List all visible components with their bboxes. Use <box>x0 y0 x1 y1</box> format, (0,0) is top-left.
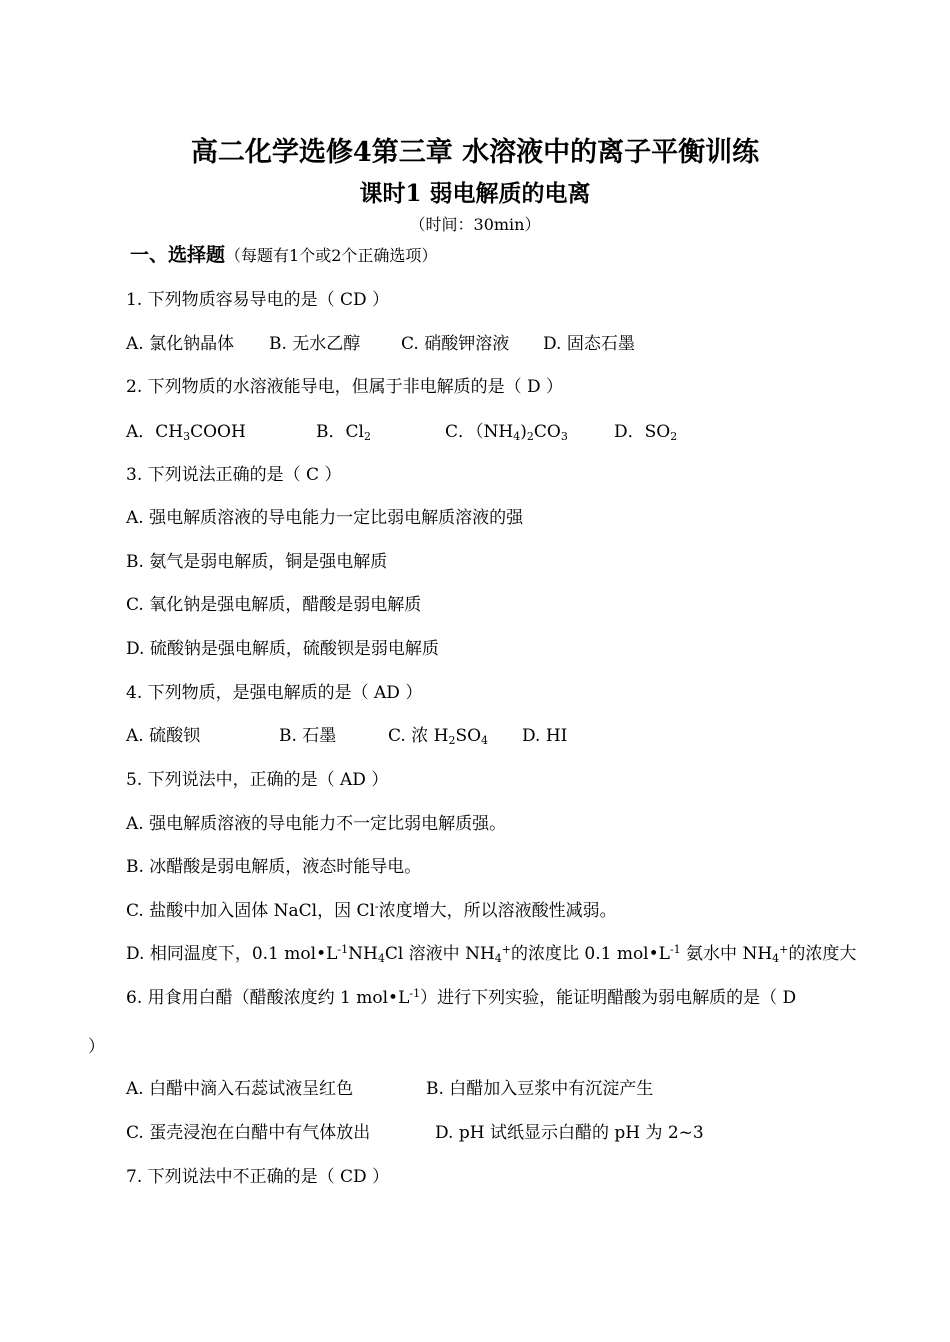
subscript: 4 <box>481 734 489 747</box>
option-c-text: C．（NH <box>445 422 514 442</box>
question-3-option-a: A. 强电解质溶液的导电能力一定比弱电解质溶液的强 <box>126 508 524 528</box>
question-4-stem: 4. 下列物质，是强电解质的是（ AD ） <box>126 683 423 703</box>
option-c-paren: ) <box>520 422 527 442</box>
option-a <box>126 422 246 442</box>
question-4-options <box>126 723 568 749</box>
option-a-text-end: COOH <box>190 422 246 442</box>
option-a-text: A．CH <box>126 422 184 442</box>
subscript: 2 <box>363 430 371 443</box>
subscript: 4 <box>494 952 502 965</box>
option-a: A. 硫酸钡 <box>126 726 201 746</box>
question-3-option-b: B. 氨气是弱电解质，铜是强电解质 <box>126 552 388 572</box>
option-b: B. 白醋加入豆浆中有沉淀产生 <box>426 1079 654 1099</box>
superscript: - <box>374 900 379 913</box>
stem-text: ）进行下列实验，能证明醋酸为弱电解质的是（ D <box>420 988 797 1008</box>
option-b <box>316 419 371 445</box>
option-c <box>388 723 488 749</box>
question-1-stem: 1. 下列物质容易导电的是（ CD ） <box>126 290 390 310</box>
option-c-text-end: CO <box>533 422 561 442</box>
option-b: B. 石墨 <box>279 726 337 746</box>
superscript: -1 <box>409 987 421 1000</box>
superscript: -1 <box>669 943 681 956</box>
question-6-options-row-1 <box>126 1076 654 1102</box>
question-6-stem <box>126 985 796 1011</box>
option-d: D. 固态石墨 <box>543 334 635 354</box>
option-b: B. 无水乙醇 <box>269 334 361 354</box>
question-5-option-c <box>126 898 617 924</box>
subscript: 2 <box>448 734 456 747</box>
subscript: 4 <box>513 430 521 443</box>
question-1-options <box>126 331 635 357</box>
option-d-text: 的浓度大 <box>788 944 857 964</box>
question-7-stem: 7. 下列说法中不正确的是（ CD ） <box>126 1167 390 1187</box>
option-c-text: C. 浓 H <box>388 726 449 746</box>
subscript: 3 <box>560 430 568 443</box>
option-a: A. 白醋中滴入石蕊试液呈红色 <box>126 1079 354 1099</box>
subscript: 4 <box>377 952 385 965</box>
lesson-subtitle: 课时1 弱电解质的电离 <box>359 180 591 207</box>
question-3-option-c: C. 氧化钠是强电解质，醋酸是弱电解质 <box>126 595 422 615</box>
section-heading <box>130 242 437 269</box>
question-2-stem: 2. 下列物质的水溶液能导电，但属于非电解质的是（ D ） <box>126 377 564 397</box>
option-b-text: B．Cl <box>316 422 364 442</box>
option-d-text: Cl 溶液中 NH <box>384 944 495 964</box>
question-5-option-b: B. 冰醋酸是弱电解质，液态时能导电。 <box>126 857 422 877</box>
question-3-stem: 3. 下列说法正确的是（ C ） <box>126 465 342 485</box>
option-d: D. HI <box>522 726 568 746</box>
question-2-options <box>126 419 678 445</box>
subscript: 2 <box>526 430 534 443</box>
option-d-text: NH <box>348 944 378 964</box>
option-a: A. 氯化钠晶体 <box>126 334 235 354</box>
superscript: + <box>779 943 789 956</box>
option-d-text: 的浓度比 0.1 mol•L <box>510 944 670 964</box>
question-5-option-d <box>126 941 856 967</box>
question-5-stem: 5. 下列说法中，正确的是（ AD ） <box>126 770 389 790</box>
section-note: （每题有1个或2个正确选项） <box>225 246 438 265</box>
question-5-option-a: A. 强电解质溶液的导电能力不一定比弱电解质强。 <box>126 814 507 834</box>
superscript: + <box>501 943 511 956</box>
option-d-text: 氨水中 NH <box>680 944 773 964</box>
option-d: D. pH 试纸显示白醋的 pH 为 2~3 <box>435 1123 704 1143</box>
subscript: 2 <box>670 430 678 443</box>
option-d-text: D. 相同温度下，0.1 mol•L <box>126 944 338 964</box>
option-c <box>445 419 568 445</box>
page-title: 高二化学选修4第三章 水溶液中的离子平衡训练 <box>190 137 760 168</box>
question-6-stem-end: ） <box>88 1037 105 1057</box>
option-c: C. 硝酸钾溶液 <box>401 334 510 354</box>
section-title: 一、选择题 <box>130 244 226 266</box>
option-d <box>614 419 677 445</box>
stem-text: 6. 用食用白醋（醋酸浓度约 1 mol•L <box>126 988 410 1008</box>
option-c: C. 蛋壳浸泡在白醋中有气体放出 <box>126 1123 371 1143</box>
question-6-options-row-2 <box>126 1120 704 1146</box>
option-c-text-end: SO <box>455 726 482 746</box>
time-limit: （时间：30min） <box>409 215 541 234</box>
question-3-option-d: D. 硫酸钠是强电解质，硫酸钡是弱电解质 <box>126 639 439 659</box>
superscript: -1 <box>337 943 349 956</box>
subscript: 3 <box>183 430 191 443</box>
option-c-text: C. 盐酸中加入固体 NaCl，因 Cl <box>126 901 375 921</box>
subscript: 4 <box>772 952 780 965</box>
option-c-text-end: 浓度增大，所以溶液酸性减弱。 <box>378 901 617 921</box>
option-d-text: D．SO <box>614 422 671 442</box>
